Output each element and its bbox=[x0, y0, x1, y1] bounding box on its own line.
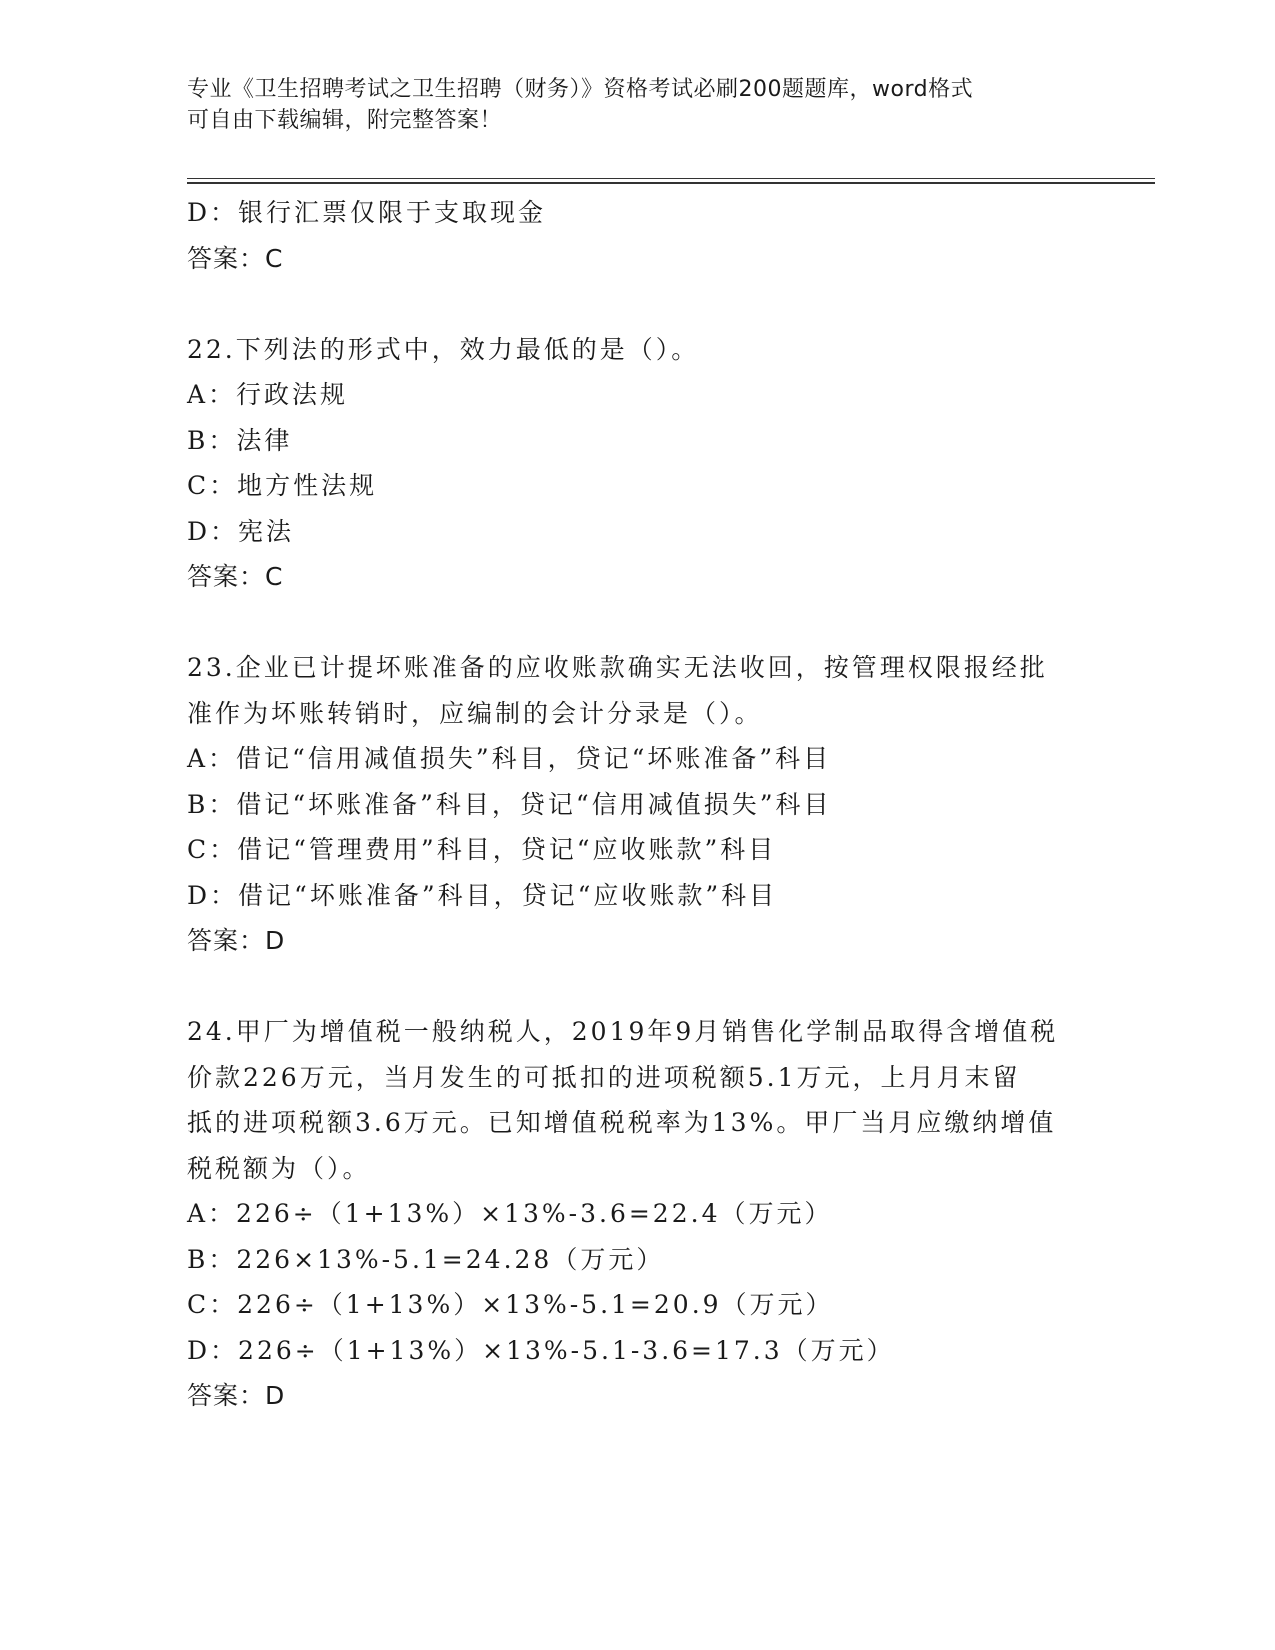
header-title-line-1: 专业《卫生招聘考试之卫生招聘（财务）》资格考试必刷200题题库，word格式 bbox=[187, 77, 974, 102]
spacer bbox=[187, 281, 1087, 327]
option-a: A：226÷（1+13%）×13%-3.6=22.4（万元） bbox=[187, 1199, 833, 1228]
answer-line: 答案：D bbox=[187, 926, 286, 955]
option-b: B：226×13%-5.1=24.28（万元） bbox=[187, 1244, 665, 1274]
option-c: C：借记“管理费用”科目，贷记“应收账款”科目 bbox=[187, 835, 777, 864]
question-stem: 23.企业已计提坏账准备的应收账款确实无法收回，按管理权限报经批 bbox=[187, 653, 1048, 682]
option-d: D：银行汇票仅限于支取现金 bbox=[187, 198, 547, 227]
option-a: A：行政法规 bbox=[187, 380, 349, 409]
option-b: B：法律 bbox=[187, 425, 293, 455]
question-24 bbox=[187, 1009, 1087, 1419]
spacer bbox=[187, 600, 1087, 646]
page-header bbox=[187, 74, 1087, 136]
option-b: B：借记“坏账准备”科目，贷记“信用减值损失”科目 bbox=[187, 789, 832, 819]
answer-line: 答案：C bbox=[187, 562, 284, 591]
spacer bbox=[187, 964, 1087, 1010]
question-22 bbox=[187, 327, 1087, 600]
question-stem: 抵的进项税额3.6万元。已知增值税税率为13%。甲厂当月应缴纳增值 bbox=[187, 1108, 1057, 1137]
option-d: D：宪法 bbox=[187, 516, 295, 546]
previous-question-tail bbox=[187, 190, 1087, 281]
answer-line: 答案：C bbox=[187, 243, 284, 273]
question-23 bbox=[187, 645, 1087, 964]
option-d: D：借记“坏账准备”科目，贷记“应收账款”科目 bbox=[187, 880, 778, 910]
option-c: C：226÷（1+13%）×13%-5.1=20.9（万元） bbox=[187, 1290, 834, 1319]
option-c: C：地方性法规 bbox=[187, 471, 378, 500]
option-d: D：226÷（1+13%）×13%-5.1-3.6=17.3（万元） bbox=[187, 1335, 895, 1365]
question-stem: 准作为坏账转销时，应编制的会计分录是（）。 bbox=[187, 698, 763, 728]
question-stem: 22.下列法的形式中，效力最低的是（）。 bbox=[187, 334, 700, 364]
header-title-line-2: 可自由下载编辑，附完整答案！ bbox=[187, 108, 503, 133]
question-stem: 税税额为（）。 bbox=[187, 1153, 371, 1183]
answer-line: 答案：D bbox=[187, 1381, 286, 1410]
question-stem: 价款226万元，当月发生的可抵扣的进项税额5.1万元，上月月末留 bbox=[187, 1062, 1021, 1092]
header-divider bbox=[187, 178, 1155, 184]
question-stem: 24.甲厂为增值税一般纳税人，2019年9月销售化学制品取得含增值税 bbox=[187, 1017, 1059, 1046]
document-body bbox=[187, 190, 1087, 1419]
option-a: A：借记“信用减值损失”科目，贷记“坏账准备”科目 bbox=[187, 744, 832, 773]
